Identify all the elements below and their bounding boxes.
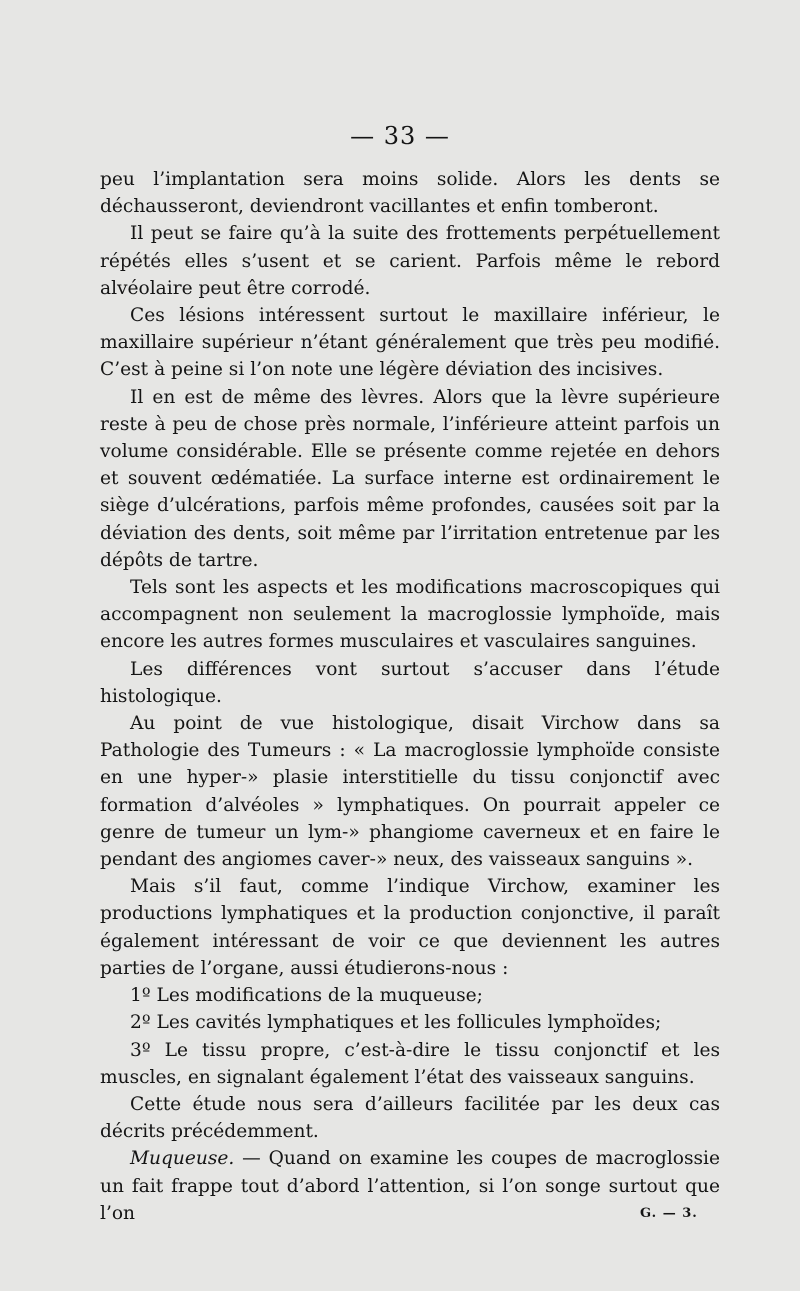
list-item-1: 1º Les modifications de la muqueuse; [130,985,483,1007]
list-item-3: 3º Le tissu propre, c’est-à-dire le tissu conjonctif et les muscles, en signalant également l’état des vaisseaux sanguins. [100,1039,720,1088]
paragraph-3: Ces lésions intéressent surtout le maxillaire inférieur, le maxillaire supérieur n’étant généralement que très peu modifié. C’est à peine si l’on note une légère déviation des incisives. [100,305,720,381]
paragraph-10 [100,1145,720,1227]
paragraph-8: Mais s’il faut, comme l’indique Virchow, examiner les productions lymphatiques et la production conjonctive, il paraît également intéressant de voir ce que deviennent les autres parties de l’organe, aussi étudierons-nous : [100,876,720,979]
paragraph-5: Tels sont les aspects et les modifications macroscopiques qui accompagnent non seulement la macroglossie lymphoïde, mais encore les autres formes musculaires et vasculaires sanguines. [100,577,720,653]
page-number: — 33 — [350,122,450,150]
section-label-muqueuse: Muqueuse. [130,1148,235,1170]
paragraph-2: Il peut se faire qu’à la suite des frottements perpétuellement répétés elles s’usent et se carient. Parfois même le rebord alvéolaire peut être corrodé. [100,223,720,299]
paragraph-10-text: — Quand on examine les coupes de macroglossie un fait frappe tout d’abord l’attention, si l’on songe surtout que l’on [100,1148,720,1224]
list-item-2: 2º Les cavités lymphatiques et les follicules lymphoïdes; [130,1012,662,1034]
paragraph-9: Cette étude nous sera d’ailleurs facilitée par les deux cas décrits précédemment. [100,1093,720,1143]
printer-signature: G. — 3. [640,1206,698,1221]
paragraph-1: peu l’implantation sera moins solide. Alors les dents se déchausseront, deviendront vacillantes et enfin tomberont. [100,169,720,218]
paragraph-6: Les différences vont surtout s’accuser dans l’étude histologique. [100,658,720,707]
body-text [100,166,720,1227]
paragraph-7: Au point de vue histologique, disait Virchow dans sa Pathologie des Tumeurs : « La macroglossie lymphoïde consiste en une hyper-» plasie interstitielle du tissu conjonctif avec formation d’alvéoles » lymphatiques. On pourrait appeler ce genre de tumeur un lym-» phangiome caverneux et en faire le pendant des angiomes caver-» neux, des vaisseaux sanguins ». [100,713,720,871]
paragraph-4: Il en est de même des lèvres. Alors que la lèvre supérieure reste à peu de chose près normale, l’inférieure atteint parfois un volume considérable. Elle se présente comme rejetée en dehors et souvent œdématiée. La surface interne est ordinairement le siège d’ulcérations, parfois même profondes, causées soit par la déviation des dents, soit même par l’irritation entretenue par les dépôts de tartre. [100,386,720,571]
